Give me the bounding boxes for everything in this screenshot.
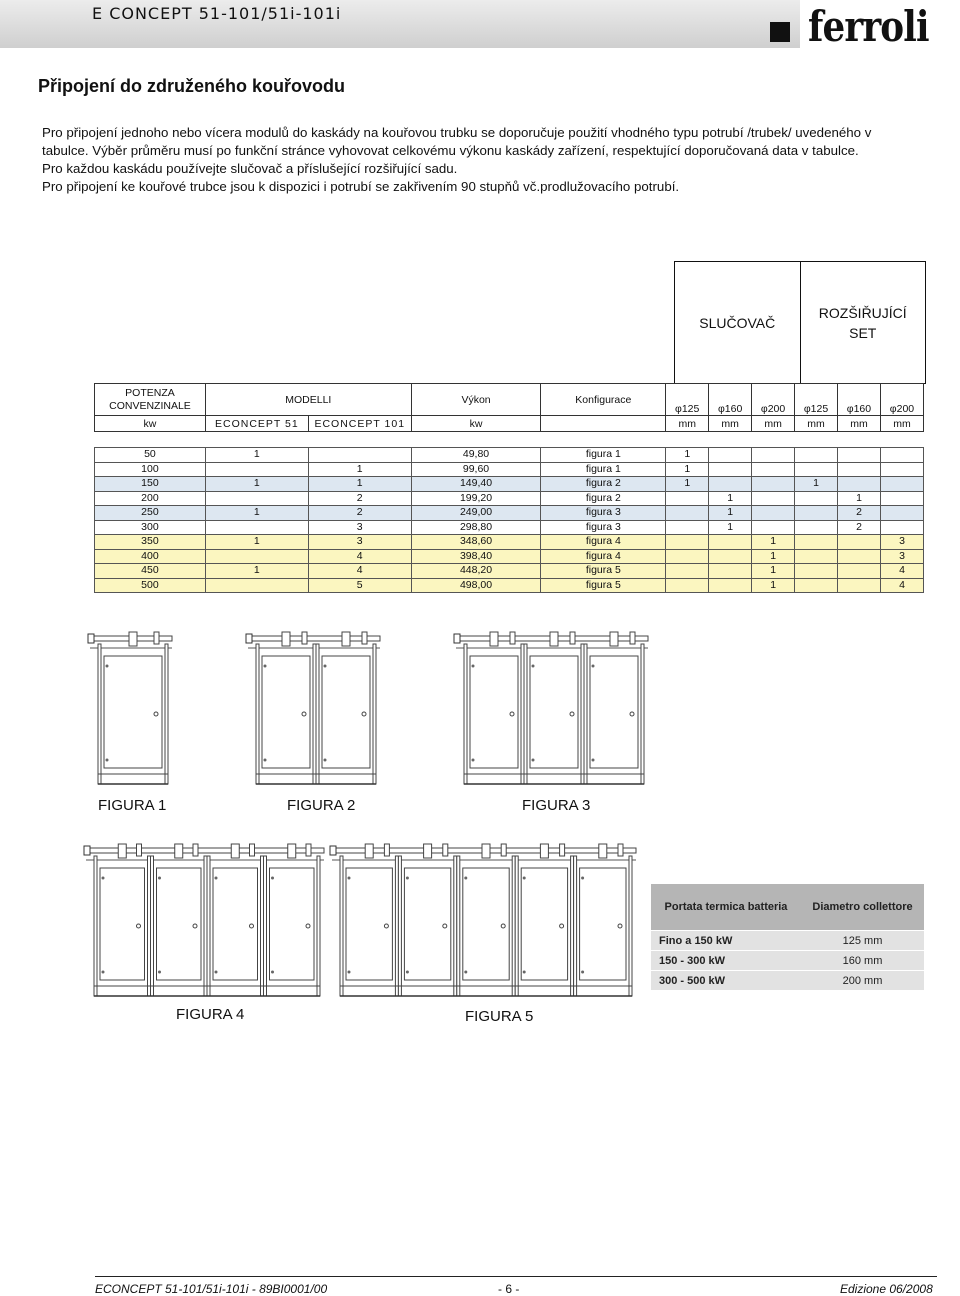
cell-vykon: 99,60 <box>411 462 541 477</box>
cell-c200 <box>752 448 795 463</box>
unit-mm: mm <box>752 416 795 432</box>
collector-pipe <box>248 636 380 641</box>
cell-m101: 4 <box>308 549 411 564</box>
cell-vykon: 199,20 <box>411 491 541 506</box>
valve-fitting <box>570 632 575 644</box>
table-row <box>95 462 924 477</box>
cell-c200: 1 <box>752 535 795 550</box>
diam-e160: φ160 <box>837 384 880 416</box>
intro-line-2: tabulce. Výběr průměru musí po funkční stránce vyhovovat celkovému výkonu kaskády zařízení, respektující doporučovaná data v tabulce. <box>42 143 859 158</box>
intro-line-3: Pro každou kaskádu používejte slučovač a příslušející rozšiřující sadu. <box>42 161 458 176</box>
cell-c160 <box>709 462 752 477</box>
valve-fitting <box>618 844 623 856</box>
model-101-header: ECONCEPT 101 <box>308 416 411 432</box>
cell-potenza: 300 <box>95 520 206 535</box>
cell-vykon: 348,60 <box>411 535 541 550</box>
cell-e160 <box>838 578 881 593</box>
frame-upright <box>316 644 319 784</box>
cell-e125 <box>795 520 838 535</box>
cell-m51: 1 <box>205 506 308 521</box>
frame-upright <box>256 644 259 784</box>
valve-fitting <box>630 632 635 644</box>
frame-upright <box>524 644 527 784</box>
cell-e200 <box>880 477 923 492</box>
collector-end-cap <box>88 634 94 643</box>
ref-row-diameter: 200 mm <box>801 971 924 991</box>
figura-4-drawing <box>82 842 328 1002</box>
door-hinge <box>581 971 584 974</box>
cell-m51 <box>205 578 308 593</box>
slucovac-label: SLUČOVAČ <box>675 262 801 383</box>
cell-e200 <box>880 506 923 521</box>
door-hinge <box>102 877 105 880</box>
table-row <box>95 535 924 550</box>
cell-vykon: 249,00 <box>411 506 541 521</box>
cell-m101: 2 <box>308 491 411 506</box>
flue-fitting <box>599 844 607 858</box>
valve-fitting <box>154 632 159 644</box>
ref-row-range: 300 - 500 kW <box>651 971 801 991</box>
flue-fitting <box>118 844 126 858</box>
collector-end-cap <box>246 634 252 643</box>
cell-m51 <box>205 520 308 535</box>
valve-fitting <box>384 844 389 856</box>
flue-fitting <box>365 844 373 858</box>
cell-e160 <box>838 462 881 477</box>
door-hinge <box>472 665 475 668</box>
cell-m51 <box>205 491 308 506</box>
door-hinge <box>464 971 467 974</box>
model-51-header: ECONCEPT 51 <box>205 416 308 432</box>
figura-3-drawing <box>452 630 652 790</box>
cell-konf: figura 1 <box>541 448 666 463</box>
cell-konf: figura 2 <box>541 491 666 506</box>
frame-upright <box>464 644 467 784</box>
footer-doc-code: ECONCEPT 51-101/51i-101i - 89BI0001/00 <box>95 1282 328 1296</box>
cell-e160 <box>838 535 881 550</box>
selection-table-header <box>94 383 924 432</box>
cell-potenza: 50 <box>95 448 206 463</box>
rozsirujici-set-label: ROZŠIŘUJÍCÍ SET <box>818 304 907 341</box>
cell-potenza: 100 <box>95 462 206 477</box>
ref-row-range: Fino a 150 kW <box>651 931 801 951</box>
door-hinge <box>581 877 584 880</box>
cell-m51 <box>205 549 308 564</box>
cell-c200: 1 <box>752 578 795 593</box>
cell-m101: 1 <box>308 462 411 477</box>
cell-c200 <box>752 462 795 477</box>
cell-m51: 1 <box>205 448 308 463</box>
ref-row-range: 150 - 300 kW <box>651 951 801 971</box>
figura-1-label: FIGURA 1 <box>98 797 167 814</box>
cell-c200: 1 <box>752 549 795 564</box>
cell-c125 <box>666 578 709 593</box>
door-hinge <box>464 877 467 880</box>
cell-konf: figura 4 <box>541 535 666 550</box>
collector-end-cap <box>454 634 460 643</box>
cell-m101: 3 <box>308 520 411 535</box>
figura-5-drawing <box>328 842 640 1002</box>
table-row <box>95 477 924 492</box>
document-title: E CONCEPT 51-101/51i-101i <box>92 4 342 23</box>
door-hinge <box>158 971 161 974</box>
selection-table-body <box>94 447 924 593</box>
cell-m51: 1 <box>205 477 308 492</box>
unit-mm: mm <box>709 416 752 432</box>
cell-vykon: 298,80 <box>411 520 541 535</box>
flue-fitting <box>424 844 432 858</box>
frame-upright <box>373 644 376 784</box>
frame-upright <box>340 856 343 996</box>
cell-c200 <box>752 477 795 492</box>
cell-m101: 2 <box>308 506 411 521</box>
cell-konf: figura 2 <box>541 477 666 492</box>
ref-header-portata: Portata termica batteria <box>651 884 801 931</box>
cell-c160 <box>709 578 752 593</box>
cell-e200 <box>880 491 923 506</box>
header-square-mark <box>770 22 790 42</box>
cell-e200: 3 <box>880 549 923 564</box>
valve-fitting <box>137 844 142 856</box>
flue-fitting <box>129 632 137 646</box>
diam-c200: φ200 <box>752 384 795 416</box>
cell-c160: 1 <box>709 491 752 506</box>
cell-m101: 4 <box>308 564 411 579</box>
diam-c125: φ125 <box>666 384 709 416</box>
valve-fitting <box>560 844 565 856</box>
door-hinge <box>406 971 409 974</box>
figura-4-label: FIGURA 4 <box>176 1006 245 1023</box>
unit-mm: mm <box>880 416 923 432</box>
door-hinge <box>523 971 526 974</box>
intro-line-4: Pro připojení ke kouřové trubce jsou k dispozici i potrubí se zakřivením 90 stupňů vč.prodlužovacího potrubí. <box>42 179 680 194</box>
cell-c160: 1 <box>709 506 752 521</box>
cell-c125 <box>666 535 709 550</box>
cell-m51: 1 <box>205 535 308 550</box>
door-hinge <box>215 971 218 974</box>
unit-kw: kw <box>95 416 206 432</box>
cell-c125 <box>666 549 709 564</box>
cell-e125 <box>795 564 838 579</box>
flue-fitting <box>550 632 558 646</box>
door-hinge <box>106 759 109 762</box>
valve-fitting <box>302 632 307 644</box>
cell-vykon: 498,00 <box>411 578 541 593</box>
footer-page-number: - 6 - <box>498 1282 520 1296</box>
flue-fitting <box>288 844 296 858</box>
table-row <box>95 520 924 535</box>
cell-e200 <box>880 462 923 477</box>
cell-c200 <box>752 491 795 506</box>
door-hinge <box>324 665 327 668</box>
table-row <box>95 549 924 564</box>
unit-konf <box>541 416 666 432</box>
frame-upright <box>641 644 644 784</box>
cell-m51 <box>205 462 308 477</box>
frame-upright <box>98 644 101 784</box>
valve-fitting <box>193 844 198 856</box>
table-row <box>95 564 924 579</box>
cell-vykon: 149,40 <box>411 477 541 492</box>
flue-fitting <box>610 632 618 646</box>
cell-e160 <box>838 448 881 463</box>
cell-c125: 1 <box>666 462 709 477</box>
frame-upright <box>264 856 267 996</box>
cell-e125 <box>795 448 838 463</box>
cell-potenza: 450 <box>95 564 206 579</box>
cell-konf: figura 5 <box>541 578 666 593</box>
unit-kw-2: kw <box>411 416 541 432</box>
valve-fitting <box>362 632 367 644</box>
door-hinge <box>523 877 526 880</box>
cell-e160 <box>838 549 881 564</box>
cell-konf: figura 3 <box>541 520 666 535</box>
cell-vykon: 448,20 <box>411 564 541 579</box>
valve-fitting <box>510 632 515 644</box>
cabinet-door <box>104 656 162 768</box>
frame-upright <box>317 856 320 996</box>
door-hinge <box>264 665 267 668</box>
footer-rule <box>95 1276 937 1277</box>
frame-upright <box>629 856 632 996</box>
cell-e200: 4 <box>880 564 923 579</box>
cell-konf: figura 4 <box>541 549 666 564</box>
cell-e125 <box>795 535 838 550</box>
frame-upright <box>457 856 460 996</box>
frame-upright <box>574 856 577 996</box>
cell-m101: 5 <box>308 578 411 593</box>
flue-fitting <box>490 632 498 646</box>
cell-e200: 3 <box>880 535 923 550</box>
unit-mm: mm <box>837 416 880 432</box>
vykon-header: Výkon <box>411 384 541 416</box>
cell-e200 <box>880 448 923 463</box>
cell-c160 <box>709 477 752 492</box>
frame-upright <box>398 856 401 996</box>
cell-e125 <box>795 462 838 477</box>
frame-upright <box>207 856 210 996</box>
figura-2-label: FIGURA 2 <box>287 797 356 814</box>
valve-fitting <box>443 844 448 856</box>
diam-e125: φ125 <box>795 384 838 416</box>
cell-e125: 1 <box>795 477 838 492</box>
cell-vykon: 398,40 <box>411 549 541 564</box>
cell-vykon: 49,80 <box>411 448 541 463</box>
flue-fitting <box>342 632 350 646</box>
cell-konf: figura 5 <box>541 564 666 579</box>
frame-upright <box>94 856 97 996</box>
cell-c200: 1 <box>752 564 795 579</box>
door-hinge <box>532 665 535 668</box>
unit-mm: mm <box>666 416 709 432</box>
flue-fitting <box>540 844 548 858</box>
cell-c160 <box>709 448 752 463</box>
cell-e200 <box>880 520 923 535</box>
flue-fitting <box>231 844 239 858</box>
footer-edition: Edizione 06/2008 <box>840 1282 933 1296</box>
cell-c160 <box>709 535 752 550</box>
konfigurace-header: Konfigurace <box>541 384 666 416</box>
cell-potenza: 500 <box>95 578 206 593</box>
cell-potenza: 200 <box>95 491 206 506</box>
cell-c160 <box>709 564 752 579</box>
cell-e200: 4 <box>880 578 923 593</box>
cell-e160: 1 <box>838 491 881 506</box>
collector-diameter-table <box>651 884 924 990</box>
cell-e160 <box>838 477 881 492</box>
table-row <box>95 491 924 506</box>
cell-m101 <box>308 448 411 463</box>
cell-c125 <box>666 520 709 535</box>
diam-c160: φ160 <box>709 384 752 416</box>
collector-end-cap <box>330 846 336 855</box>
cell-c200 <box>752 520 795 535</box>
cell-m101: 1 <box>308 477 411 492</box>
cell-c125 <box>666 506 709 521</box>
table-row <box>95 448 924 463</box>
door-hinge <box>532 759 535 762</box>
cell-e125 <box>795 506 838 521</box>
figura-3-label: FIGURA 3 <box>522 797 591 814</box>
door-hinge <box>406 877 409 880</box>
cell-konf: figura 3 <box>541 506 666 521</box>
cell-c160 <box>709 549 752 564</box>
cell-c200 <box>752 506 795 521</box>
door-hinge <box>102 971 105 974</box>
cell-potenza: 150 <box>95 477 206 492</box>
cell-potenza: 250 <box>95 506 206 521</box>
ref-row-diameter: 125 mm <box>801 931 924 951</box>
cell-m51: 1 <box>205 564 308 579</box>
cell-c160: 1 <box>709 520 752 535</box>
frame-upright <box>151 856 154 996</box>
valve-fitting <box>501 844 506 856</box>
valve-fitting <box>250 844 255 856</box>
cell-c125 <box>666 491 709 506</box>
cell-e125 <box>795 578 838 593</box>
potenza-header: POTENZA CONVENZINALE <box>95 384 206 416</box>
flue-fitting <box>482 844 490 858</box>
unit-mm: mm <box>795 416 838 432</box>
flue-fitting <box>282 632 290 646</box>
door-hinge <box>215 877 218 880</box>
ferroli-logo: ferroli <box>808 2 929 51</box>
cell-e160: 2 <box>838 506 881 521</box>
door-hinge <box>264 759 267 762</box>
figura-5-label: FIGURA 5 <box>465 1008 534 1025</box>
cell-potenza: 400 <box>95 549 206 564</box>
door-hinge <box>472 759 475 762</box>
cell-konf: figura 1 <box>541 462 666 477</box>
flue-fitting <box>175 844 183 858</box>
cell-c125: 1 <box>666 477 709 492</box>
figura-2-drawing <box>244 630 384 790</box>
ref-row-diameter: 160 mm <box>801 951 924 971</box>
cell-m101: 3 <box>308 535 411 550</box>
door-hinge <box>271 877 274 880</box>
intro-line-1: Pro připojení jednoho nebo vícera modulů do kaskády na kouřovou trubku se doporučuje použití vhodného typu potrubí /trubek/ uvedeného v <box>42 125 872 140</box>
door-hinge <box>348 971 351 974</box>
collector-end-cap <box>84 846 90 855</box>
ref-header-diametro: Diametro collettore <box>801 884 924 931</box>
cell-e125 <box>795 491 838 506</box>
figura-1-drawing <box>86 630 176 790</box>
cell-potenza: 350 <box>95 535 206 550</box>
cell-c125: 1 <box>666 448 709 463</box>
component-header-box <box>674 261 926 384</box>
diam-e200: φ200 <box>880 384 923 416</box>
door-hinge <box>348 877 351 880</box>
valve-fitting <box>306 844 311 856</box>
door-hinge <box>592 759 595 762</box>
door-hinge <box>271 971 274 974</box>
door-hinge <box>106 665 109 668</box>
modelli-header: MODELLI <box>205 384 411 416</box>
cell-e160: 2 <box>838 520 881 535</box>
door-hinge <box>592 665 595 668</box>
cell-c125 <box>666 564 709 579</box>
frame-upright <box>515 856 518 996</box>
page-title: Připojení do združeného kouřovodu <box>38 76 346 96</box>
door-hinge <box>158 877 161 880</box>
door-hinge <box>324 759 327 762</box>
frame-upright <box>584 644 587 784</box>
table-row <box>95 578 924 593</box>
cell-e160 <box>838 564 881 579</box>
frame-upright <box>165 644 168 784</box>
table-row <box>95 506 924 521</box>
cell-e125 <box>795 549 838 564</box>
